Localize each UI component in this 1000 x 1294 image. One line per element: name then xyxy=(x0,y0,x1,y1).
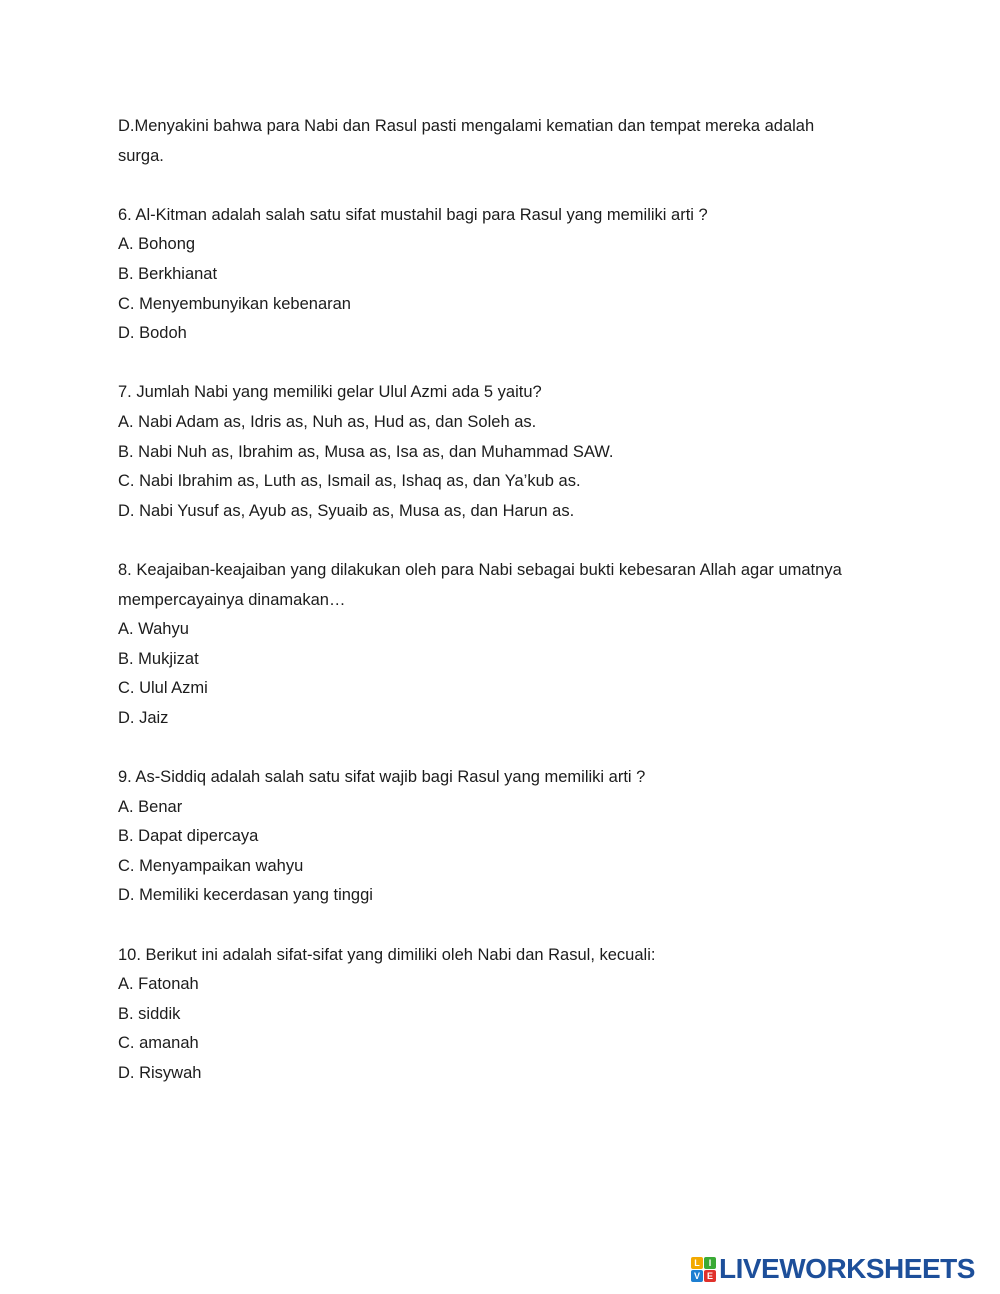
answer-option: A. Bohong xyxy=(118,235,196,254)
answer-option: B. Berkhianat xyxy=(118,264,218,283)
answer-option: A. Nabi Adam as, Idris as, Nuh as, Hud as, dan Soleh as. xyxy=(118,412,537,431)
answer-option: C. Menyembunyikan kebenaran xyxy=(118,294,351,313)
question-spacer xyxy=(118,526,918,556)
question-text: 7. Jumlah Nabi yang memiliki gelar Ulul Azmi ada 5 yaitu? xyxy=(118,383,542,402)
logo-mark-letter: V xyxy=(691,1270,703,1282)
worksheet-page xyxy=(118,112,918,1089)
answer-option: D. Risywah xyxy=(118,1064,202,1082)
answer-option: B. Mukjizat xyxy=(118,649,199,668)
question-text: 10. Berikut ini adalah sifat-sifat yang dimiliki oleh Nabi dan Rasul, kecuali: xyxy=(118,945,656,964)
question-block xyxy=(118,556,918,734)
question-spacer xyxy=(118,733,918,763)
question-text: 9. As-Siddiq adalah salah satu sifat wajib bagi Rasul yang memiliki arti ? xyxy=(118,768,646,787)
question-text: 8. Keajaiban-keajaiban yang dilakukan oleh para Nabi sebagai bukti kebesaran Allah agar umatnya xyxy=(118,560,842,579)
answer-option: C. Menyampaikan wahyu xyxy=(118,856,304,875)
logo-mark-letter: L xyxy=(691,1257,703,1269)
answer-option: C. Nabi Ibrahim as, Luth as, Ismail as, Ishaq as, dan Ya’kub as. xyxy=(118,472,581,491)
question-block xyxy=(118,763,918,911)
question-block xyxy=(118,941,918,1089)
question-block xyxy=(118,201,918,349)
question-spacer xyxy=(118,349,918,379)
answer-option: A. Benar xyxy=(118,797,183,816)
liveworksheets-logo xyxy=(691,1253,975,1285)
answer-option: D. Nabi Yusuf as, Ayub as, Syuaib as, Musa as, dan Harun as. xyxy=(118,501,575,520)
answer-option: C. Ulul Azmi xyxy=(118,679,208,698)
intro-line: surga. xyxy=(118,146,164,165)
logo-mark-letter: I xyxy=(704,1257,716,1269)
question-block xyxy=(118,378,918,526)
question-text: mempercayainya dinamakan… xyxy=(118,590,346,609)
question-spacer xyxy=(118,171,918,201)
answer-option: B. Dapat dipercaya xyxy=(118,827,259,846)
answer-option: A. Fatonah xyxy=(118,975,199,994)
answer-option: A. Wahyu xyxy=(118,620,189,639)
question-text: 6. Al-Kitman adalah salah satu sifat mustahil bagi para Rasul yang memiliki arti ? xyxy=(118,205,708,224)
answer-option: B. siddik xyxy=(118,1004,181,1023)
answer-option: D. Jaiz xyxy=(118,708,169,727)
answer-option: D. Memiliki kecerdasan yang tinggi xyxy=(118,886,373,905)
question-list xyxy=(118,171,918,1088)
answer-option: D. Bodoh xyxy=(118,324,187,343)
logo-text: LIVEWORKSHEETS xyxy=(719,1253,975,1284)
logo-mark-letter: E xyxy=(704,1270,716,1282)
logo-mark-icon xyxy=(691,1257,716,1282)
answer-option: C. amanah xyxy=(118,1034,199,1053)
question-spacer xyxy=(118,911,918,941)
intro-line: D.Menyakini bahwa para Nabi dan Rasul pasti mengalami kematian dan tempat mereka adalah xyxy=(118,117,815,135)
answer-option: B. Nabi Nuh as, Ibrahim as, Musa as, Isa as, dan Muhammad SAW. xyxy=(118,442,614,461)
